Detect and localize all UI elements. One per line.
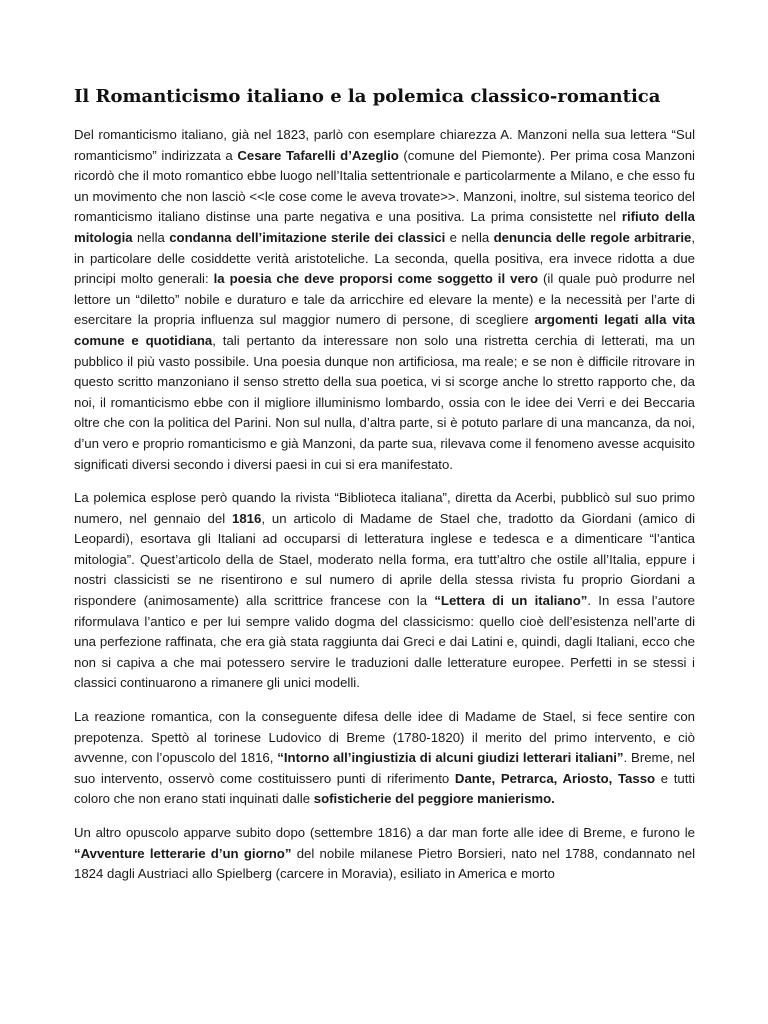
bold-text: denuncia delle regole arbitrarie xyxy=(493,229,692,245)
text-run: La polemica esplose però quando la rivista “Biblioteca italiana”, diretta da Acerbi, pubblicò sul suo primo numero, nel gennaio del xyxy=(74,490,695,526)
text-run: , un articolo di Madame de Stael che, tradotto da Giordani (amico di Leopardi), esortava gli Italiani ad occuparsi di letteratura inglese e tedesca e a dimenticare “l’antica mitologia”. Quest’articolo della de Stael, moderato nella forma, era tutt’altro che ostile all’Italia, eppure i nostri classicisti se ne risentirono e sul numero di aprile della stessa rivista fu proprio Giordani a rispondere (animosamente) alla scrittrice francese con la xyxy=(74,510,695,609)
text-run: nella xyxy=(132,229,170,245)
text-run: (il quale può produrre nel lettore un “diletto” nobile e duraturo e tale da arricchire ed elevare la mente) e la necessità per l’arte di esercitare la propria influenza sul maggior numero di persone, di scegliere xyxy=(74,271,695,328)
bold-text: “Intorno all’ingiustizia di alcuni giudizi letterari italiani” xyxy=(277,750,624,766)
document-title: Il Romanticismo italiano e la polemica classico-romantica xyxy=(74,86,661,107)
bold-text: Cesare Tafarelli d’Azeglio xyxy=(237,147,399,163)
paragraph xyxy=(74,488,695,694)
bold-text: sofisticherie del peggiore manierismo. xyxy=(313,791,555,807)
bold-text: “Avventure letterarie d’un giorno” xyxy=(74,845,292,861)
bold-text: la poesia che deve proporsi come soggetto il vero xyxy=(213,271,538,287)
paragraph xyxy=(74,823,695,885)
document-page xyxy=(74,84,695,898)
text-run: , in particolare delle cosiddette verità aristoteliche. La seconda, quella positiva, era invece ridotta a due principi molto generali: xyxy=(74,229,695,287)
paragraph xyxy=(74,707,695,810)
text-run: e tutti coloro che non erano stati inquinati dalle xyxy=(74,770,696,807)
paragraph xyxy=(74,125,695,475)
text-run: (comune del Piemonte). Per prima cosa Manzoni ricordò che il moto romantico ebbe luogo nell’Italia settentrionale e particolarmente a Milano, e che esso fu un movimento che non lasciò <<le cose come le aveva trovate>>. Manzoni, inoltre, sul sistema teorico del romanticismo italiano distinse una parte negativa e una positiva. La prima consistette nel xyxy=(74,147,695,225)
bold-text: “Lettera di un italiano” xyxy=(434,593,588,609)
text-run: Del romanticismo italiano, già nel 1823, parlò con esemplare chiarezza A. Manzoni nella sua lettera “Sul romanticismo” indirizzata a xyxy=(74,127,695,163)
text-run: . Breme, nel suo intervento, osservò come costituissero punti di riferimento xyxy=(74,750,695,786)
bold-text: argomenti legati alla vita comune e quotidiana xyxy=(74,312,696,348)
text-run: del nobile milanese Pietro Borsieri, nato nel 1788, condannato nel 1824 dagli Austriaci allo Spielberg (carcere in Moravia), esiliato in America e morto xyxy=(74,845,695,882)
text-run: Un altro opuscolo apparve subito dopo (settembre 1816) a dar man forte alle idee di Breme, e furono le xyxy=(74,825,695,840)
document-body xyxy=(74,125,695,885)
text-run: . In essa l’autore riformulava l’antico e per lui sempre valido dogma del classicismo: quello cioè dell’esistenza nell’arte di una perfezione raffinata, che era già stata raggiunta dai Greci e dai Latini e, quindi, dagli Italiani, ecco che non si capiva a che mai potessero servire le traduzioni dalle letterature europee. Perfetti in se stessi i classici continuarono a rimanere gli unici modelli. xyxy=(74,593,695,691)
text-run: , tali pertanto da interessare non solo una ristretta cerchia di letterati, ma un pubblico il più vasto possibile. Una poesia dunque non artificiosa, ma reale; e se non è difficile ritrovare in questo scritto manzoniano il senso stretto della sua poetica, vi si scorge anche lo stretto rapporto che, da noi, il romanticismo ebbe con il migliore illuminismo lombardo, ossia con le idee dei Verri e dei Beccaria oltre che con la politica del Parini. Non sul nulla, d’altra parte, si è potuto parlare di una mancanza, da noi, d’un vero e proprio romanticismo e già Manzoni, da parte sua, rilevava come il fenomeno avesse acquisito significati diversi secondo i diversi paesi in cui si era manifestato. xyxy=(74,332,695,472)
text-run: e nella xyxy=(445,229,494,245)
bold-text: rifiuto della mitologia xyxy=(74,209,695,245)
bold-text: condanna dell’imitazione sterile dei classici xyxy=(169,229,446,245)
text-run: La reazione romantica, con la conseguente difesa delle idee di Madame de Stael, si fece sentire con prepotenza. Spettò al torinese Ludovico di Breme (1780-1820) il merito del primo intervento, e ciò avvenne, con l’opuscolo del 1816, xyxy=(74,709,695,766)
bold-text: 1816 xyxy=(232,510,262,526)
bold-text: Dante, Petrarca, Ariosto, Tasso xyxy=(454,770,656,786)
